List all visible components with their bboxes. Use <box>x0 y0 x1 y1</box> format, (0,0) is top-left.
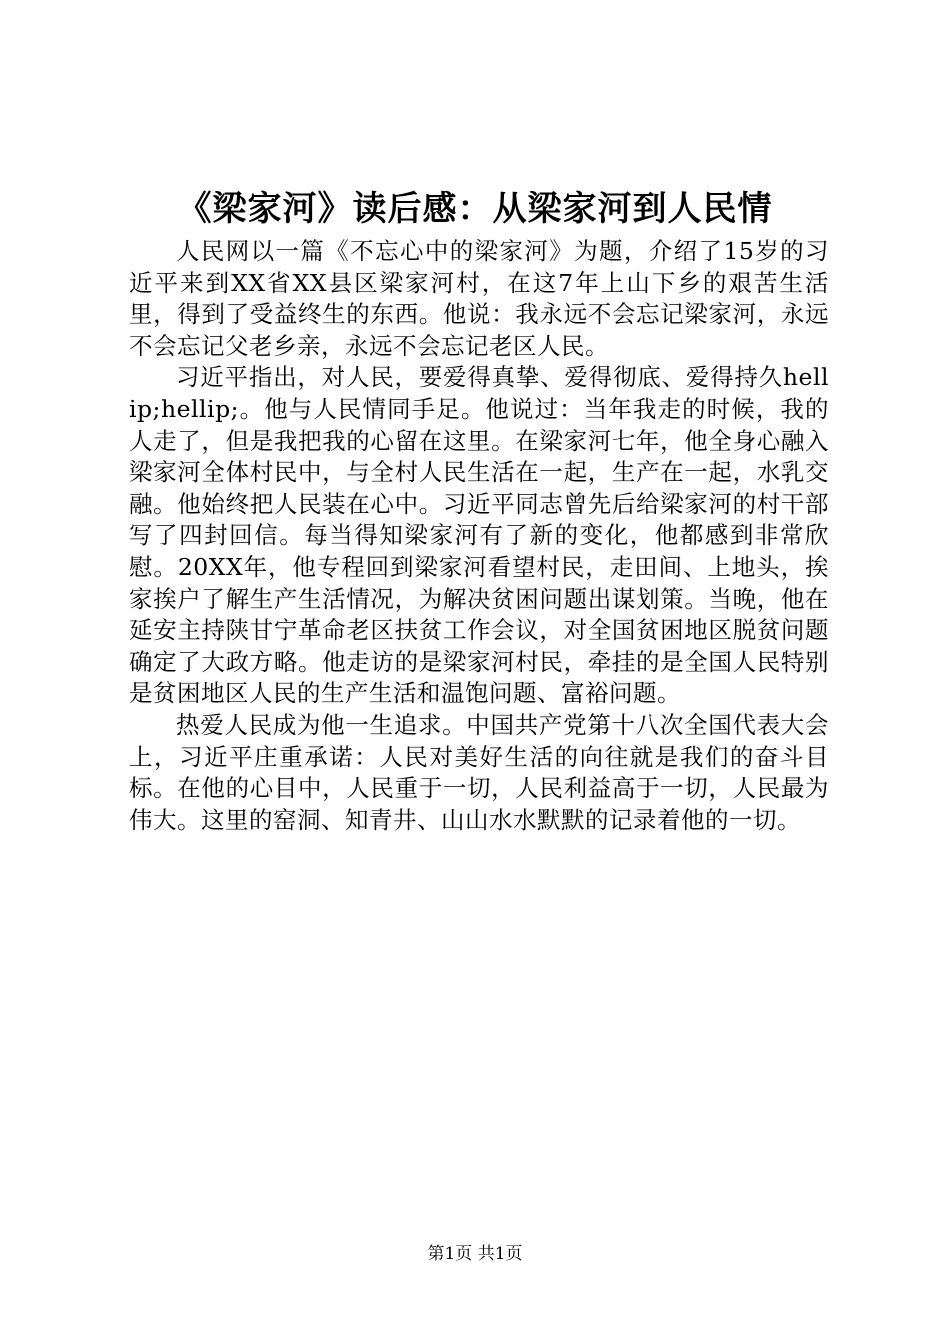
document-title: 《梁家河》读后感：从梁家河到人民情 <box>177 189 773 229</box>
paragraph-2: 习近平指出，对人民，要爱得真挚、爱得彻底、爱得持久hellip;hellip;。他与人民情同手足。他说过：当年我走的时候，我的人走了，但是我把我的心留在这里。在梁家河七年，他全身心融入梁家河全体村民中，与全村人民生活在一起，生产在一起，水乳交融。他始终把人民装在心中。习近平同志曾先后给梁家河的村干部写了四封回信。每当得知梁家河有了新的变化，他都感到非常欣慰。20XX年，他专程回到梁家河看望村民，走田间、上地头，挨家挨户了解生产生活情况，为解决贫困问题出谋划策。当晚，他在延安主持陕甘宁革命老区扶贫工作会议，对全国贫困地区脱贫问题确定了大政方略。他走访的是梁家河村民，牵挂的是全国人民特别是贫困地区人民的生产生活和温饱问题、富裕问题。 <box>129 363 829 708</box>
paragraph-1: 人民网以一篇《不忘心中的梁家河》为题，介绍了15岁的习近平来到XX省XX县区梁家河村，在这7年上山下乡的艰苦生活里，得到了受益终生的东西。他说：我永远不会忘记梁家河，永远不会忘记父老乡亲，永远不会忘记老区人民。 <box>129 237 829 360</box>
document-body <box>129 236 829 836</box>
paragraph-3: 热爱人民成为他一生追求。中国共产党第十八次全国代表大会上，习近平庄重承诺：人民对美好生活的向往就是我们的奋斗目标。在他的心目中，人民重于一切，人民利益高于一切，人民最为伟大。这里的窑洞、知青井、山山水水默默的记录着他的一切。 <box>129 710 829 834</box>
page-footer: 第1页 共1页 <box>427 1244 523 1264</box>
